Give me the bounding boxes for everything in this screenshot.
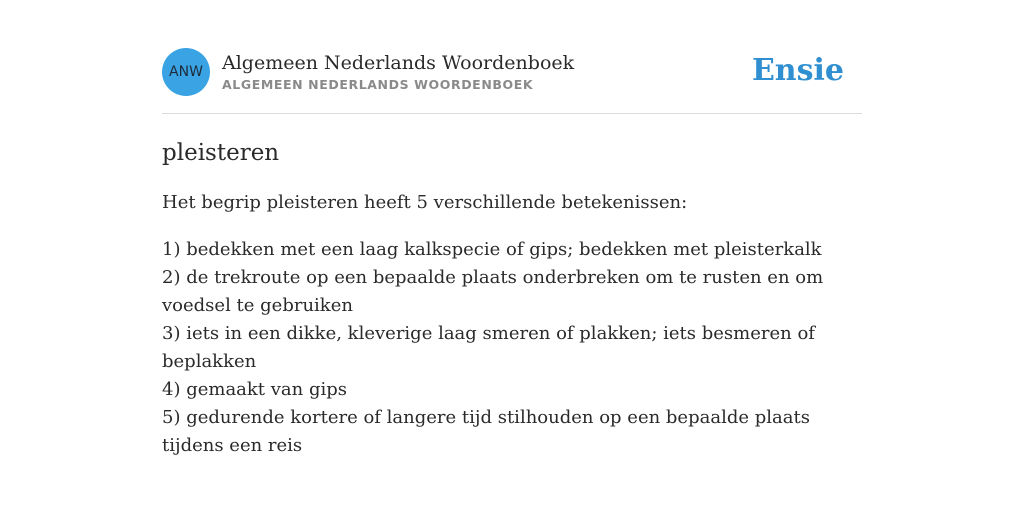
meaning-item: 4) gemaakt van gips [162, 379, 348, 400]
source-titles [222, 51, 574, 92]
anw-logo[interactable]: ANW [162, 48, 210, 96]
entry-word: pleisteren [162, 140, 280, 166]
source-subtitle: ALGEMEEN NEDERLANDS WOORDENBOEK [222, 77, 534, 92]
ensie-logo[interactable]: Ensie [751, 53, 844, 88]
meaning-item: 3) iets in een dikke, kleverige laag smeren of plakken; iets besmeren of beplakken [162, 323, 815, 372]
header [162, 40, 862, 114]
source-title[interactable]: Algemeen Nederlands Woordenboek [222, 52, 575, 74]
definition-card [162, 40, 862, 460]
entry-intro: Het begrip pleisteren heeft 5 verschillende betekenissen: [162, 192, 688, 213]
meaning-item: 2) de trekroute op een bepaalde plaats onderbreken om te rusten en om voedsel te gebruiken [162, 267, 824, 316]
meaning-item: 5) gedurende kortere of langere tijd stilhouden op een bepaalde plaats tijdens een reis [162, 407, 810, 456]
meanings-list [162, 236, 862, 460]
meaning-item: 1) bedekken met een laag kalkspecie of gips; bedekken met pleisterkalk [162, 239, 822, 260]
